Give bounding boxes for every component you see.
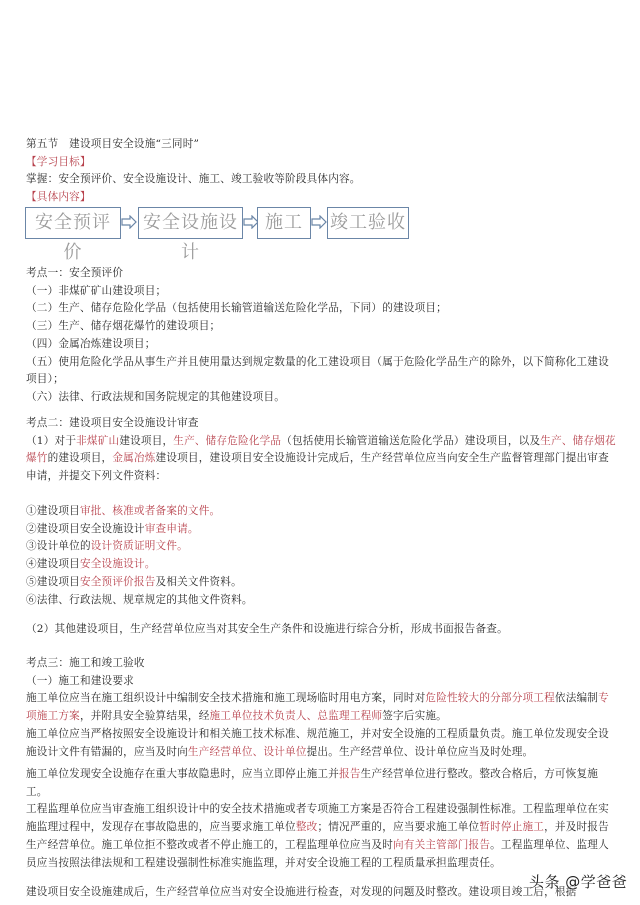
point3-para4: [26, 801, 616, 872]
highlight: 生产经营单位、设计单位: [187, 745, 307, 758]
text: 施工单位发现安全设施存在重大事故隐患时，应当立即停止施工并: [26, 768, 340, 780]
text: （1）对于: [26, 434, 77, 447]
section-title: 第五节 建设项目安全设施“三同时”: [26, 138, 200, 150]
highlight: 报告: [339, 768, 361, 780]
text: ，并附具安全验算结果，经: [79, 710, 210, 723]
highlight: 金属冶炼: [112, 452, 156, 465]
text: 。工程监理单位、监理人员应当按照法律法规和工程建设强制性标准实施监理，并对安全设施工程的工程质量承担监理责任。: [26, 838, 609, 869]
point2-title: 考点二：建设项目安全设施设计审查: [26, 417, 199, 429]
text: 提出。生产经营单位、设计单位应当及时处理。: [306, 745, 534, 758]
text: 依法编制: [554, 692, 599, 705]
highlight: 向有关主管部门报告: [392, 838, 491, 851]
point1-item: （六）法律、行政法规和国务院规定的其他建设项目。: [26, 390, 286, 403]
watermark: 头条 @学爸爸: [529, 873, 628, 891]
point3-continued: [26, 766, 616, 872]
doc-item: [26, 538, 616, 556]
point3-para1: [26, 690, 616, 725]
text: ②建设项目安全设施设计: [26, 522, 145, 535]
text: 建设项目，建设项目安全设施设计完成后，生产经营单位应当向安全生产监督管理部门提出审查申请，并提交下列文件资料：: [26, 452, 609, 483]
text: 建设项目，: [119, 434, 174, 447]
content-label: 【具体内容】: [26, 191, 91, 204]
point1-title: 考点一：安全预评价: [26, 267, 124, 279]
flow-step-completion-acceptance: 竣工验收: [327, 207, 409, 239]
point1-item: （三）生产、储存烟花爆竹的建设项目；: [26, 320, 221, 333]
text: ，并及时报告生产经营单位。施工单位拒不整改或者不停止施工的，工程监理单位应当及时: [26, 821, 609, 851]
flow-step-pre-evaluation: 安全预评价: [25, 207, 121, 239]
highlight: 施工单位技术负责人、总监理工程师: [209, 710, 383, 723]
point3-title: 考点三：施工和竣工验收: [26, 657, 145, 669]
point2-para1: [26, 433, 616, 486]
point3-para3: [26, 766, 616, 801]
arrow-right-icon: [311, 215, 327, 229]
highlight: 设计资质证明文件。: [90, 540, 188, 553]
text: （包括使用长输管道输送危险化学品）建设项目，以及: [281, 434, 541, 447]
point3-subtitle: （一）施工和建设要求: [26, 674, 134, 687]
highlight: 危险性较大的分部分项工程: [425, 692, 555, 705]
highlight: 暂时停止施工: [479, 821, 545, 834]
text: ①建设项目: [26, 505, 80, 517]
highlight: 专项施工方案: [26, 692, 609, 723]
highlight: 生产、储存烟花爆竹: [26, 434, 616, 465]
flow-step-facility-design: 安全设施设计: [138, 207, 243, 239]
flow-step-construction: 施工: [257, 207, 311, 239]
text: ⑥法律、行政法规、规章规定的其他文件资料。: [26, 593, 253, 606]
text: 签字后实施。: [382, 710, 447, 723]
text: ③设计单位的: [26, 540, 91, 553]
process-flow-diagram: [25, 207, 505, 263]
highlight: 审查申请。: [144, 522, 199, 535]
text: 的建设项目，: [47, 452, 113, 465]
highlight: 生产、储存危险化学品: [173, 434, 282, 447]
doc-item: [26, 592, 616, 610]
point1-item: （四）金属冶炼建设项目；: [26, 337, 156, 350]
point1-item: （二）生产、储存危险化学品（包括使用长输管道输送危险化学品，下同）的建设项目；: [26, 302, 447, 315]
text: 施工单位应当严格按照安全设施设计和相关施工技术标准、规范施工，并对安全设施的工程质量负责。施工单位发现安全设施设计文件有错漏的，应当及时向: [26, 727, 609, 758]
point3-para2: [26, 726, 616, 761]
point1-item: （五）使用危险化学品从事生产并且使用量达到规定数量的化工建设项目（属于危险化学品生产的除外，以下简称化工建设项目）；: [26, 355, 609, 386]
section-header: [26, 136, 616, 207]
highlight: 非煤矿山: [76, 434, 120, 447]
highlight: 整改: [295, 821, 318, 834]
point2-para2: （2）其他建设项目，生产经营单位应当对其安全生产条件和设施进行综合分析，形成书面报告备查。: [26, 623, 508, 635]
goal-label: 【学习目标】: [26, 155, 91, 168]
point1-section: [26, 265, 616, 407]
doc-item: [26, 556, 616, 574]
text: 施工单位应当在施工组织设计中编制安全技术措施和施工现场临时用电方案，同时对: [26, 692, 426, 705]
point2-section: [26, 415, 616, 486]
doc-item: [26, 503, 616, 521]
doc-item: [26, 574, 616, 592]
point3-para5: 建设项目安全设施建成后，生产经营单位应当对安全设施进行检查，对发现的问题及时整改。建设项目竣工后，根据: [26, 886, 577, 898]
doc-item: [26, 521, 616, 539]
goal-text: 掌握：安全预评价、安全设施设计、施工、竣工验收等阶段具体内容。: [26, 173, 361, 186]
text: ④建设项目: [26, 558, 80, 571]
point2-doc-list: [26, 503, 616, 609]
highlight: 安全设施设计。: [79, 558, 156, 571]
text: ⑤建设项目: [26, 575, 80, 588]
highlight: 安全预评价报告: [79, 575, 156, 588]
highlight: 审批、核准或者备案的文件。: [79, 505, 221, 517]
point1-item: （一）非煤矿矿山建设项目；: [26, 284, 167, 297]
text: 生产经营单位进行整改。整改合格后，方可恢复施工。: [26, 768, 599, 798]
point3-section: [26, 655, 616, 761]
text: ；情况严重的，应当要求施工单位: [317, 821, 480, 834]
text: 工程监理单位应当审查施工组织设计中的安全技术措施或者专项施工方案是否符合工程建设强制性标准。工程监理单位在实施监理过程中，发现存在事故隐患的，应当要求施工单位: [26, 803, 609, 834]
arrow-right-icon: [121, 215, 137, 229]
text: 及相关文件资料。: [155, 575, 242, 588]
